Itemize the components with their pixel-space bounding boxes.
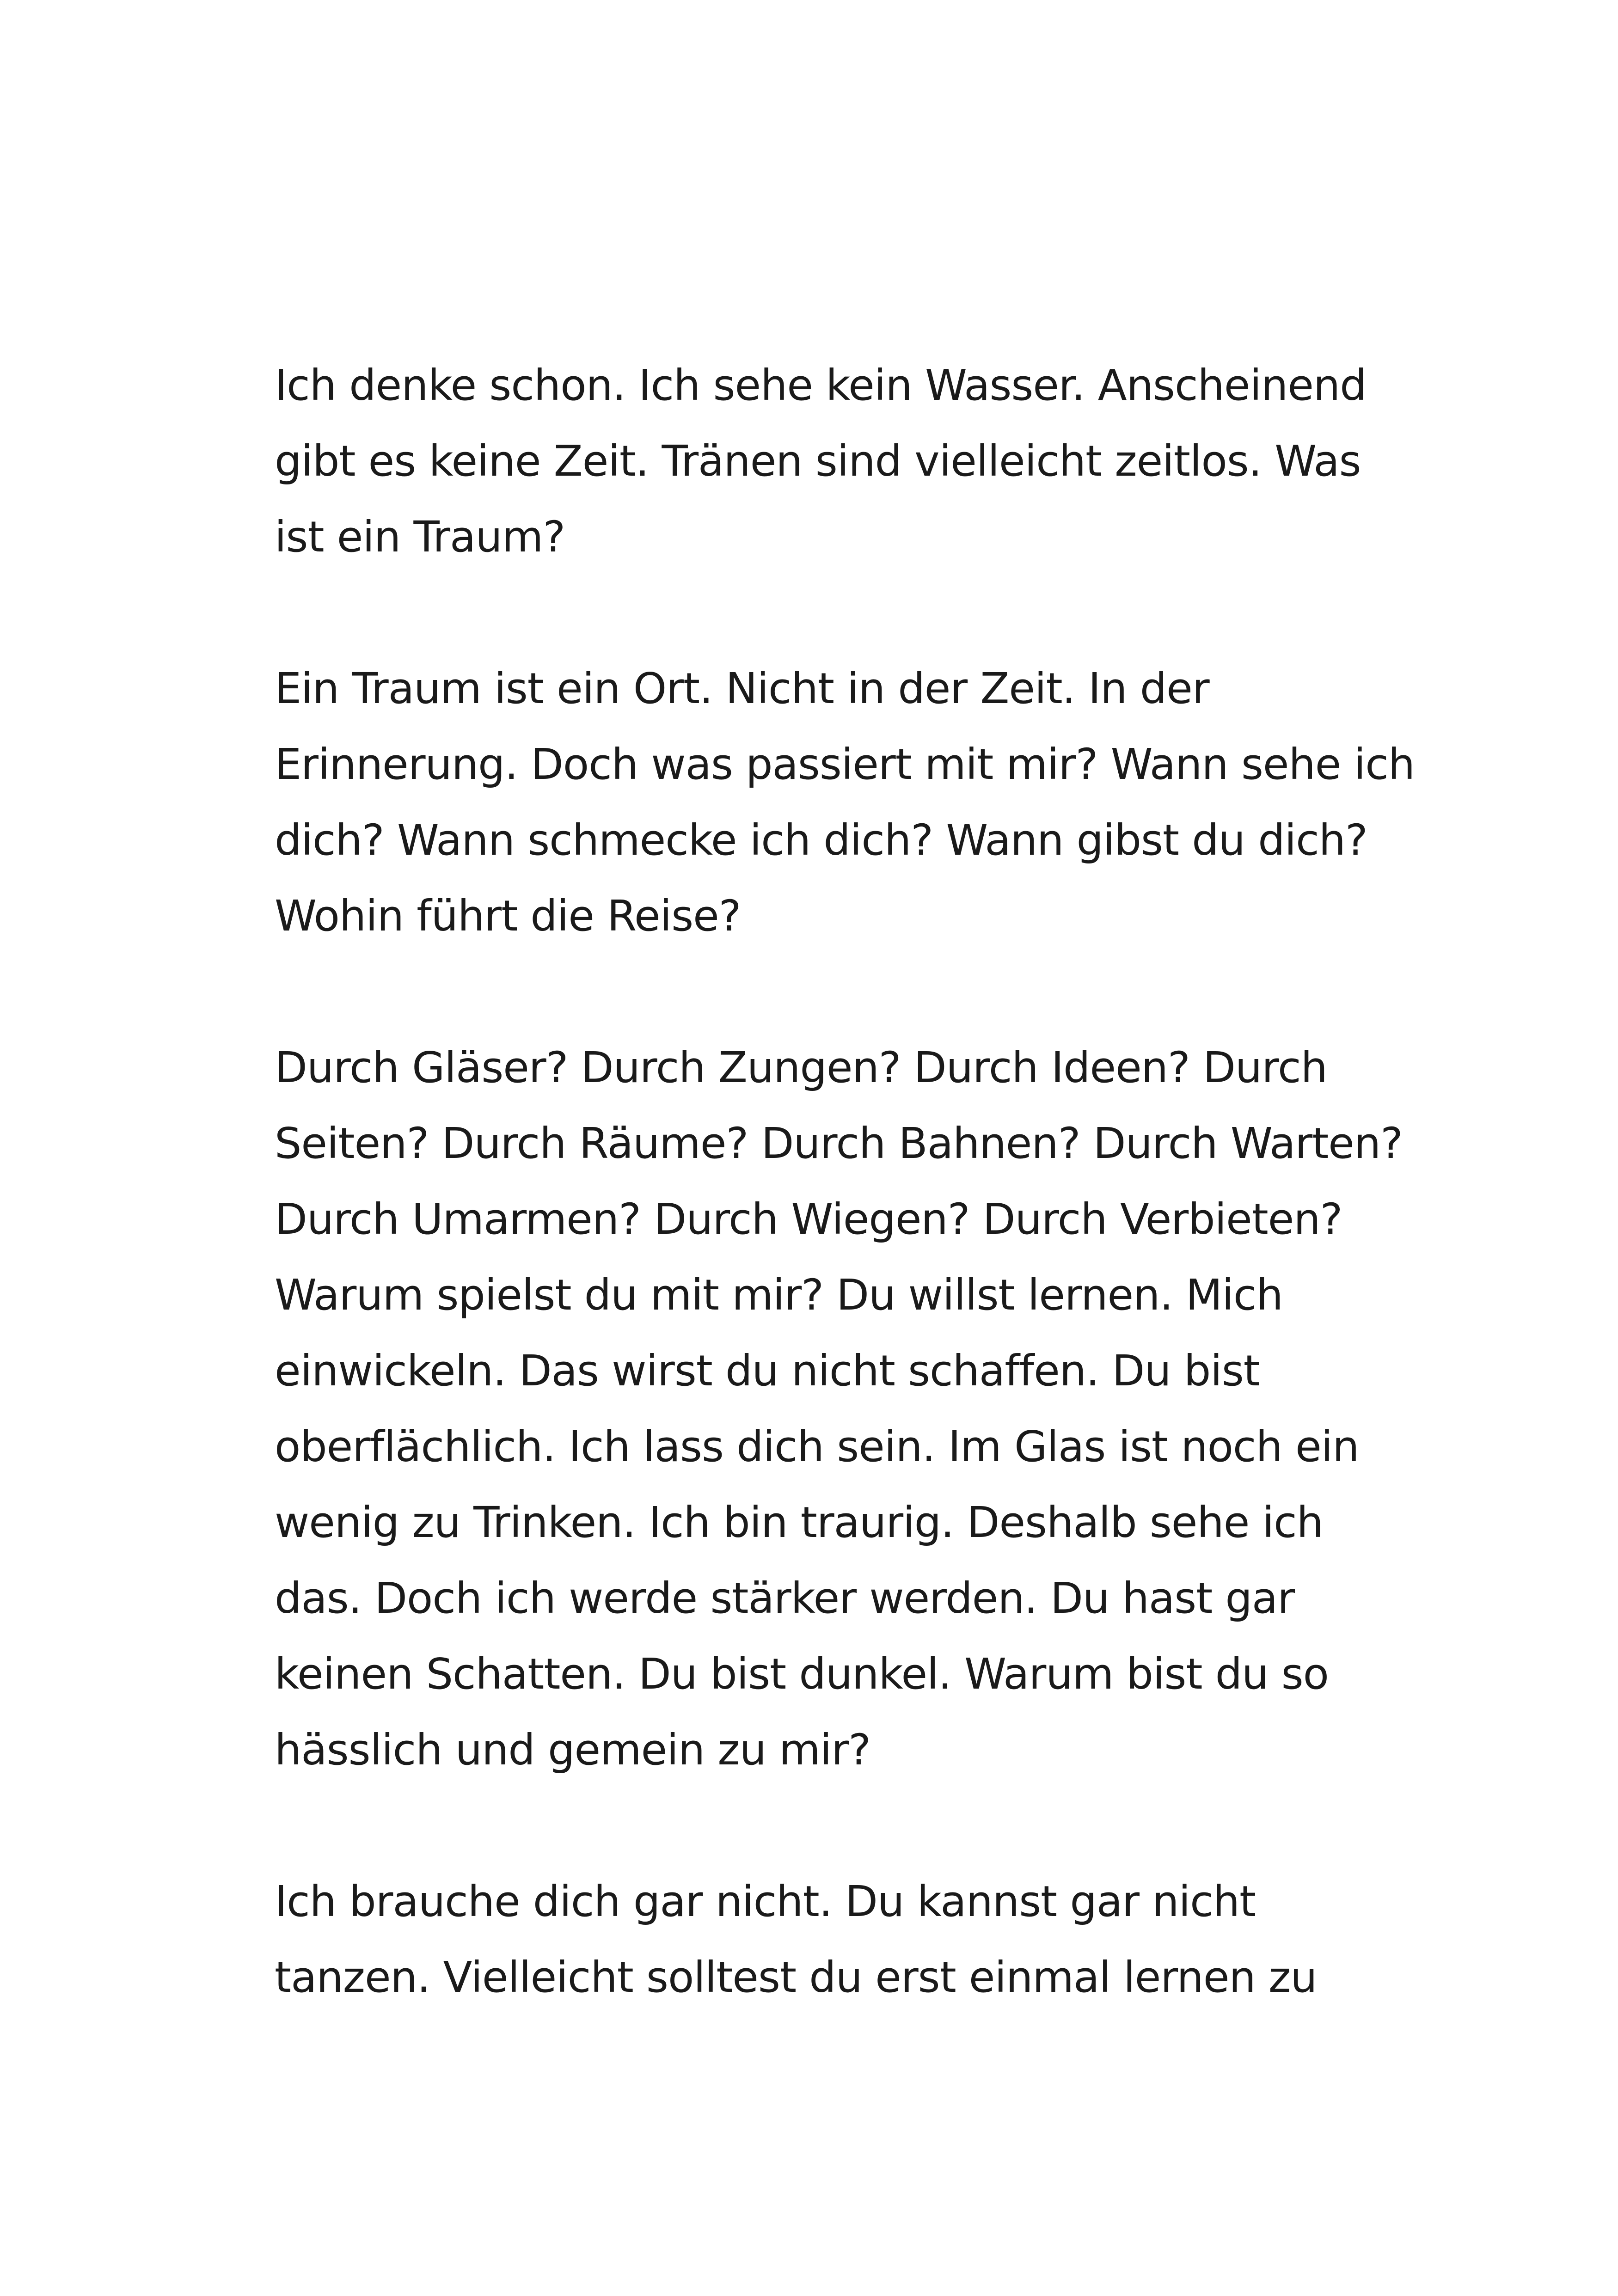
text-line: Erinnerung. Doch was passiert mit mir? Wann sehe ich <box>275 740 1415 789</box>
paragraph-3 <box>275 1030 1403 1788</box>
text-line: Seiten? Durch Räume? Durch Bahnen? Durch Warten? <box>275 1119 1403 1168</box>
text-line: Ich denke schon. Ich sehe kein Wasser. Anscheinend <box>275 361 1367 410</box>
text-line: gibt es keine Zeit. Tränen sind vielleicht zeitlos. Was <box>275 436 1361 486</box>
text-line: tanzen. Vielleicht solltest du erst einmal lernen zu <box>275 1953 1317 2002</box>
text-line: einwickeln. Das wirst du nicht schaffen. Du bist <box>275 1346 1260 1396</box>
text-line: Wohin führt die Reise? <box>275 891 741 941</box>
paragraph-4 <box>275 1864 1384 2015</box>
paragraph-1 <box>275 348 1384 575</box>
text-line: Ich brauche dich gar nicht. Du kannst gar nicht <box>275 1877 1256 1926</box>
paragraph-2 <box>275 651 1415 954</box>
text-line: wenig zu Trinken. Ich bin traurig. Deshalb sehe ich <box>275 1498 1324 1547</box>
text-line: Warum spielst du mit mir? Du willst lernen. Mich <box>275 1270 1283 1320</box>
body-text <box>275 348 1415 2091</box>
text-line: oberflächlich. Ich lass dich sein. Im Glas ist noch ein <box>275 1422 1359 1471</box>
text-line: das. Doch ich werde stärker werden. Du hast gar <box>275 1574 1295 1623</box>
text-line: Durch Gläser? Durch Zungen? Durch Ideen? Durch <box>275 1043 1327 1092</box>
text-line: keinen Schatten. Du bist dunkel. Warum bist du so <box>275 1649 1329 1699</box>
text-line: Durch Umarmen? Durch Wiegen? Durch Verbieten? <box>275 1194 1342 1244</box>
text-line: Ein Traum ist ein Ort. Nicht in der Zeit. In der <box>275 664 1209 713</box>
text-line: ist ein Traum? <box>275 512 565 562</box>
text-line: dich? Wann schmecke ich dich? Wann gibst du dich? <box>275 815 1367 865</box>
text-line: hässlich und gemein zu mir? <box>275 1725 871 1775</box>
